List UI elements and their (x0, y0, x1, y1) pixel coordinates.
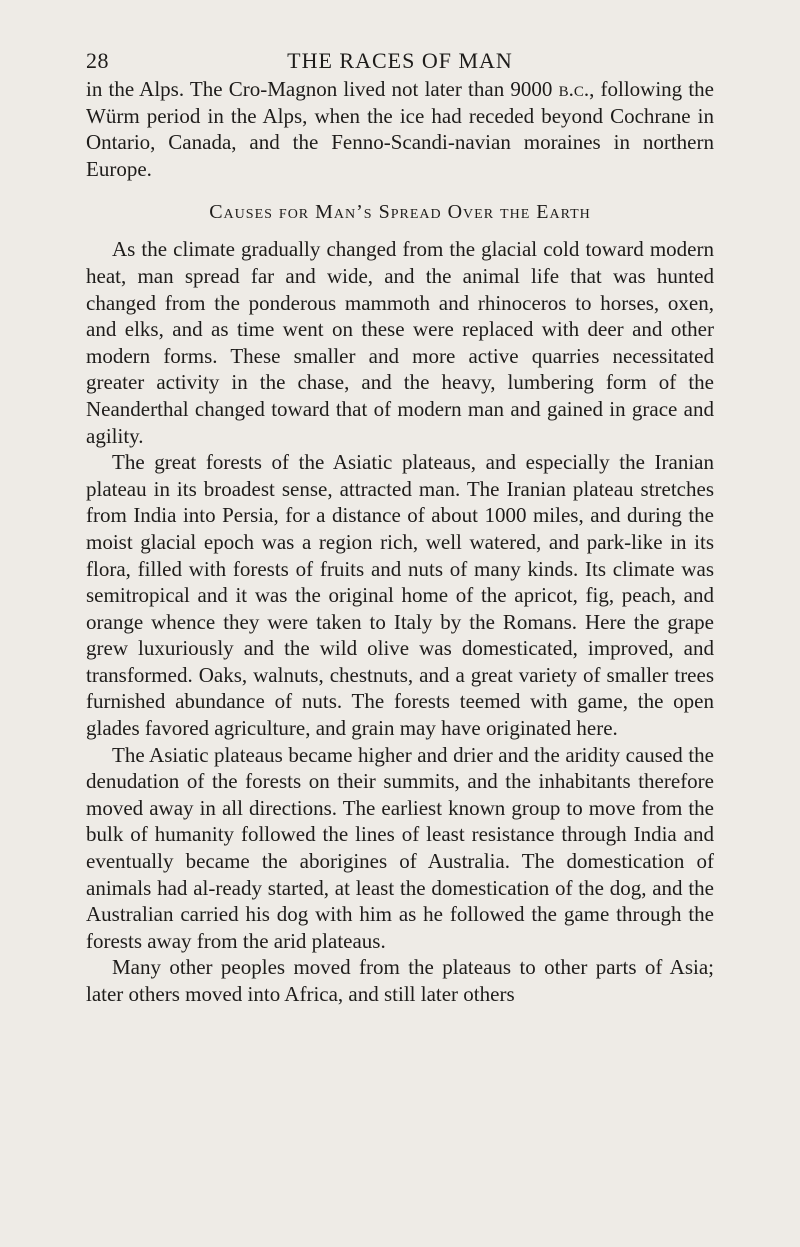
paragraph-aridity: The Asiatic plateaus became higher and drier and the aridity caused the denudation of the forests on their summits, and the inhabitants therefore moved away in all directions. The earliest known group to move from the bulk of humanity followed the lines of least resistance through India and eventually became the aborigines of Australia. The domestication of animals had al-ready started, at least the domestication of the dog, and the Australian carried his dog with him as he followed the game through the forests away from the arid plateaus. (86, 742, 714, 953)
paragraph-continued (86, 76, 714, 182)
page-number: 28 (86, 48, 109, 73)
paragraph-continued-text-start: in the Alps. The Cro-Magnon lived not later than 9000 (86, 77, 559, 101)
paragraph-continued-text-end: , following the Würm period in the Alps, when the ice had receded beyond Cochrane in Ontario, Canada, and the Fenno-Scandi-navian moraines in northern Europe. (86, 77, 714, 181)
book-page (86, 40, 714, 1008)
paragraph-migrations: Many other peoples moved from the plateaus to other parts of Asia; later others moved into Africa, and still later others (86, 955, 714, 1006)
running-title: THE RACES OF MAN (287, 48, 513, 73)
section-heading: Causes for Man’s Spread Over the Earth (209, 201, 591, 224)
paragraph-forests: The great forests of the Asiatic plateaus, and especially the Iranian plateau in its broadest sense, attracted man. The Iranian plateau stretches from India into Persia, for a distance of about 1000 miles, and during the moist glacial epoch was a region rich, well watered, and park-like in its flora, filled with forests of fruits and nuts of many kinds. Its climate was semitropical and it was the original home of the apricot, fig, peach, and orange whence they were taken to Italy by the Romans. Here the grape grew luxuriously and the wild olive was domesticated, improved, and transformed. Oaks, walnuts, chestnuts, and a great variety of smaller trees furnished abundance of nuts. The forests teemed with game, the open glades favored agriculture, and grain may have originated here. (86, 450, 714, 741)
bc-abbreviation: b.c. (558, 77, 590, 101)
paragraph-climate: As the climate gradually changed from the glacial cold toward modern heat, man spread far and wide, and the animal life that was hunted changed from the ponderous mammoth and rhinoceros to horses, oxen, and elks, and as time went on these were replaced with deer and other modern forms. These smaller and more active quarries necessitated greater activity in the chase, and the heavy, lumbering form of the Neanderthal changed toward that of modern man and gained in grace and agility. (86, 237, 714, 448)
page-header (86, 40, 714, 76)
